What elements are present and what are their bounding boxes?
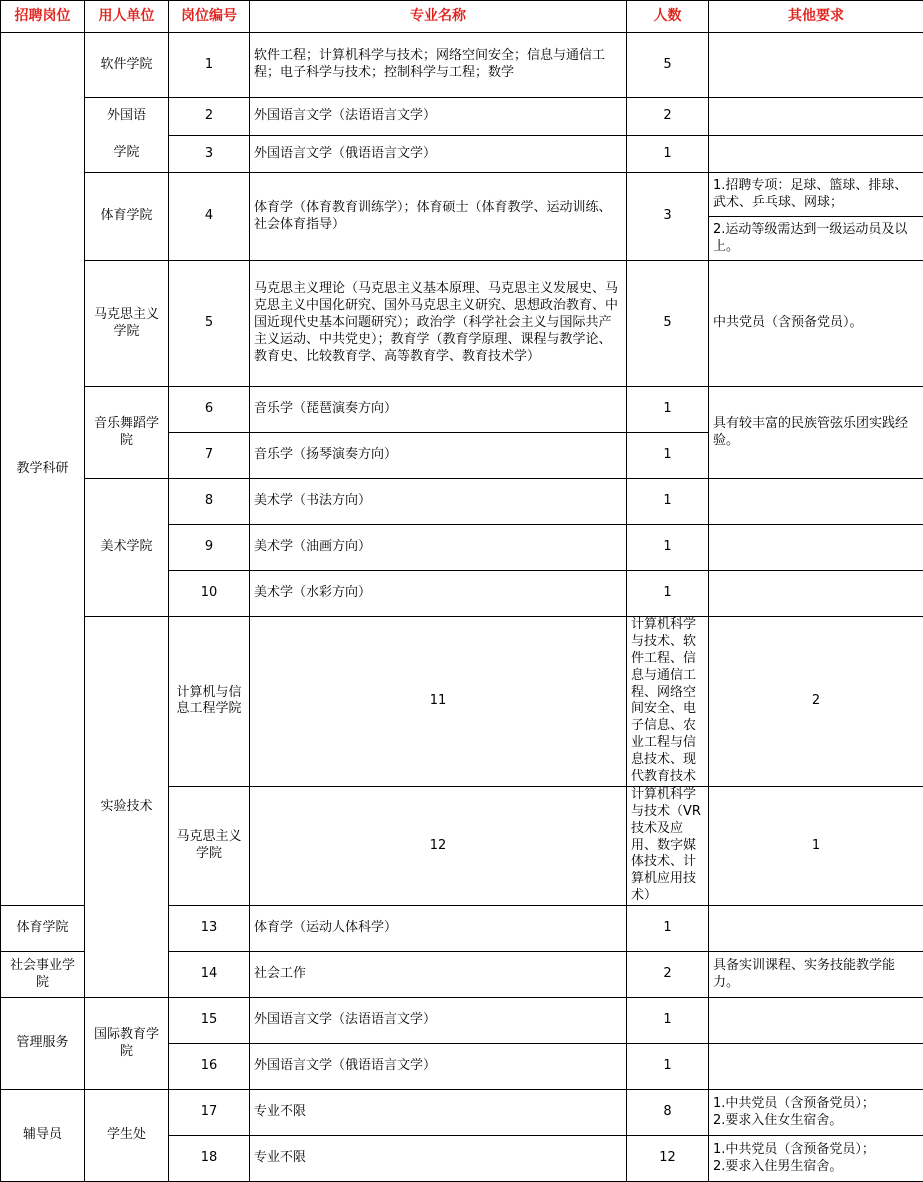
requirements-cell bbox=[709, 136, 923, 173]
major-cell: 体育学（运动人体科学） bbox=[250, 906, 627, 952]
position-id-cell: 5 bbox=[169, 261, 250, 387]
major-cell: 美术学（水彩方向） bbox=[250, 571, 627, 617]
count-cell: 1 bbox=[627, 571, 709, 617]
major-cell: 专业不限 bbox=[250, 1136, 627, 1182]
table-row bbox=[1, 136, 923, 173]
requirements-cell: 中共党员（含预备党员）。 bbox=[709, 261, 923, 387]
unit-cell: 音乐舞蹈学院 bbox=[85, 387, 169, 479]
position-id-cell: 7 bbox=[169, 433, 250, 479]
major-cell: 社会工作 bbox=[250, 952, 627, 998]
unit-cell: 计算机与信息工程学院 bbox=[169, 617, 250, 787]
unit-cell: 体育学院 bbox=[1, 906, 85, 952]
table-row bbox=[1, 1090, 923, 1136]
position-id-cell: 10 bbox=[169, 571, 250, 617]
count-cell: 1 bbox=[627, 433, 709, 479]
major-cell: 体育学（体育教育训练学）；体育硕士（体育教学、运动训练、社会体育指导） bbox=[250, 173, 627, 261]
major-cell: 美术学（书法方向） bbox=[250, 479, 627, 525]
unit-cell: 国际教育学院 bbox=[85, 998, 169, 1090]
major-cell: 计算机科学与技术、软件工程、信息与通信工程、网络空间安全、电子信息、农业工程与信息技术、现代教育技术 bbox=[627, 617, 709, 787]
count-cell: 3 bbox=[627, 173, 709, 261]
requirements-cell bbox=[709, 98, 923, 136]
position-id-cell: 2 bbox=[169, 98, 250, 136]
count-cell: 2 bbox=[709, 617, 923, 787]
major-cell: 计算机科学与技术（VR技术及应用、数字媒体技术、计算机应用技术） bbox=[627, 786, 709, 905]
header-unit: 用人单位 bbox=[85, 1, 169, 33]
table-row bbox=[1, 98, 923, 136]
unit-cell: 社会事业学院 bbox=[1, 952, 85, 998]
count-cell: 5 bbox=[627, 33, 709, 98]
major-cell: 外国语言文学（俄语语言文学） bbox=[250, 1044, 627, 1090]
count-cell: 2 bbox=[627, 98, 709, 136]
major-cell: 外国语言文学（法语语言文学） bbox=[250, 98, 627, 136]
count-cell: 1 bbox=[627, 1044, 709, 1090]
category-cell-teaching: 教学科研 bbox=[1, 33, 85, 906]
requirement-line: 2.运动等级需达到一级运动员及以上。 bbox=[709, 217, 923, 260]
requirements-cell bbox=[709, 571, 923, 617]
header-count: 人数 bbox=[627, 1, 709, 33]
major-cell: 软件工程；计算机科学与技术；网络空间安全；信息与通信工程；电子科学与技术；控制科学与工程；数学 bbox=[250, 33, 627, 98]
unit-cell: 学院 bbox=[85, 136, 169, 173]
table-row bbox=[1, 479, 923, 525]
count-cell: 1 bbox=[627, 525, 709, 571]
category-cell-lab: 实验技术 bbox=[85, 617, 169, 998]
table-row bbox=[1, 617, 923, 787]
table-row bbox=[1, 261, 923, 387]
requirements-cell bbox=[709, 1136, 923, 1182]
position-id-cell: 18 bbox=[169, 1136, 250, 1182]
position-id-cell: 4 bbox=[169, 173, 250, 261]
table-row bbox=[1, 173, 923, 261]
requirements-cell bbox=[709, 998, 923, 1044]
header-position-id: 岗位编号 bbox=[169, 1, 250, 33]
count-cell: 1 bbox=[627, 136, 709, 173]
count-cell: 1 bbox=[627, 998, 709, 1044]
count-cell: 5 bbox=[627, 261, 709, 387]
count-cell: 8 bbox=[627, 1090, 709, 1136]
count-cell: 1 bbox=[709, 786, 923, 905]
position-id-cell: 9 bbox=[169, 525, 250, 571]
count-cell: 2 bbox=[627, 952, 709, 998]
requirements-cell bbox=[709, 906, 923, 952]
category-cell-counselor: 辅导员 bbox=[1, 1090, 85, 1182]
major-cell: 马克思主义理论（马克思主义基本原理、马克思主义发展史、马克思主义中国化研究、国外马克思主义研究、思想政治教育、中国近现代史基本问题研究）；政治学（科学社会主义与国际共产主义运动、中共党史）；教育学（教育学原理、课程与教学论、教育史、比较教育学、高等教育学、教育技术学） bbox=[250, 261, 627, 387]
major-cell: 音乐学（扬琴演奏方向） bbox=[250, 433, 627, 479]
requirement-line: 1.招聘专项：足球、篮球、排球、武术、乒乓球、网球； bbox=[709, 173, 923, 217]
header-row bbox=[1, 1, 923, 33]
position-id-cell: 3 bbox=[169, 136, 250, 173]
header-requirements: 其他要求 bbox=[709, 1, 923, 33]
unit-cell: 马克思主义学院 bbox=[85, 261, 169, 387]
unit-cell: 马克思主义学院 bbox=[169, 786, 250, 905]
table-row bbox=[1, 387, 923, 433]
count-cell: 1 bbox=[627, 479, 709, 525]
position-id-cell: 17 bbox=[169, 1090, 250, 1136]
unit-cell: 体育学院 bbox=[85, 173, 169, 261]
requirements-cell bbox=[709, 1044, 923, 1090]
table-row bbox=[1, 998, 923, 1044]
position-id-cell: 1 bbox=[169, 33, 250, 98]
requirements-cell bbox=[709, 525, 923, 571]
position-id-cell: 11 bbox=[250, 617, 627, 787]
requirement-line: 2.要求入住男生宿舍。 bbox=[713, 1159, 919, 1176]
requirement-line: 1.中共党员（含预备党员）； bbox=[713, 1142, 919, 1159]
major-cell: 外国语言文学（法语语言文学） bbox=[250, 998, 627, 1044]
position-id-cell: 6 bbox=[169, 387, 250, 433]
unit-cell: 外国语 bbox=[85, 98, 169, 136]
unit-cell: 美术学院 bbox=[85, 479, 169, 617]
unit-cell: 学生处 bbox=[85, 1090, 169, 1182]
header-category: 招聘岗位 bbox=[1, 1, 85, 33]
requirements-cell bbox=[709, 33, 923, 98]
requirements-cell: 具有较丰富的民族管弦乐团实践经验。 bbox=[709, 387, 923, 479]
requirements-cell bbox=[709, 1090, 923, 1136]
major-cell: 美术学（油画方向） bbox=[250, 525, 627, 571]
count-cell: 1 bbox=[627, 906, 709, 952]
position-id-cell: 12 bbox=[250, 786, 627, 905]
count-cell: 12 bbox=[627, 1136, 709, 1182]
position-id-cell: 16 bbox=[169, 1044, 250, 1090]
requirement-line: 1.中共党员（含预备党员）； bbox=[713, 1096, 919, 1113]
requirements-cell bbox=[709, 479, 923, 525]
position-id-cell: 14 bbox=[169, 952, 250, 998]
major-cell: 专业不限 bbox=[250, 1090, 627, 1136]
requirements-cell bbox=[709, 173, 923, 261]
category-cell-management: 管理服务 bbox=[1, 998, 85, 1090]
requirements-cell: 具备实训课程、实务技能教学能力。 bbox=[709, 952, 923, 998]
requirement-line: 2.要求入住女生宿舍。 bbox=[713, 1113, 919, 1130]
unit-cell: 软件学院 bbox=[85, 33, 169, 98]
major-cell: 音乐学（琵琶演奏方向） bbox=[250, 387, 627, 433]
major-cell: 外国语言文学（俄语语言文学） bbox=[250, 136, 627, 173]
count-cell: 1 bbox=[627, 387, 709, 433]
header-major: 专业名称 bbox=[250, 1, 627, 33]
table-row bbox=[1, 33, 923, 98]
position-id-cell: 8 bbox=[169, 479, 250, 525]
position-id-cell: 15 bbox=[169, 998, 250, 1044]
position-id-cell: 13 bbox=[169, 906, 250, 952]
